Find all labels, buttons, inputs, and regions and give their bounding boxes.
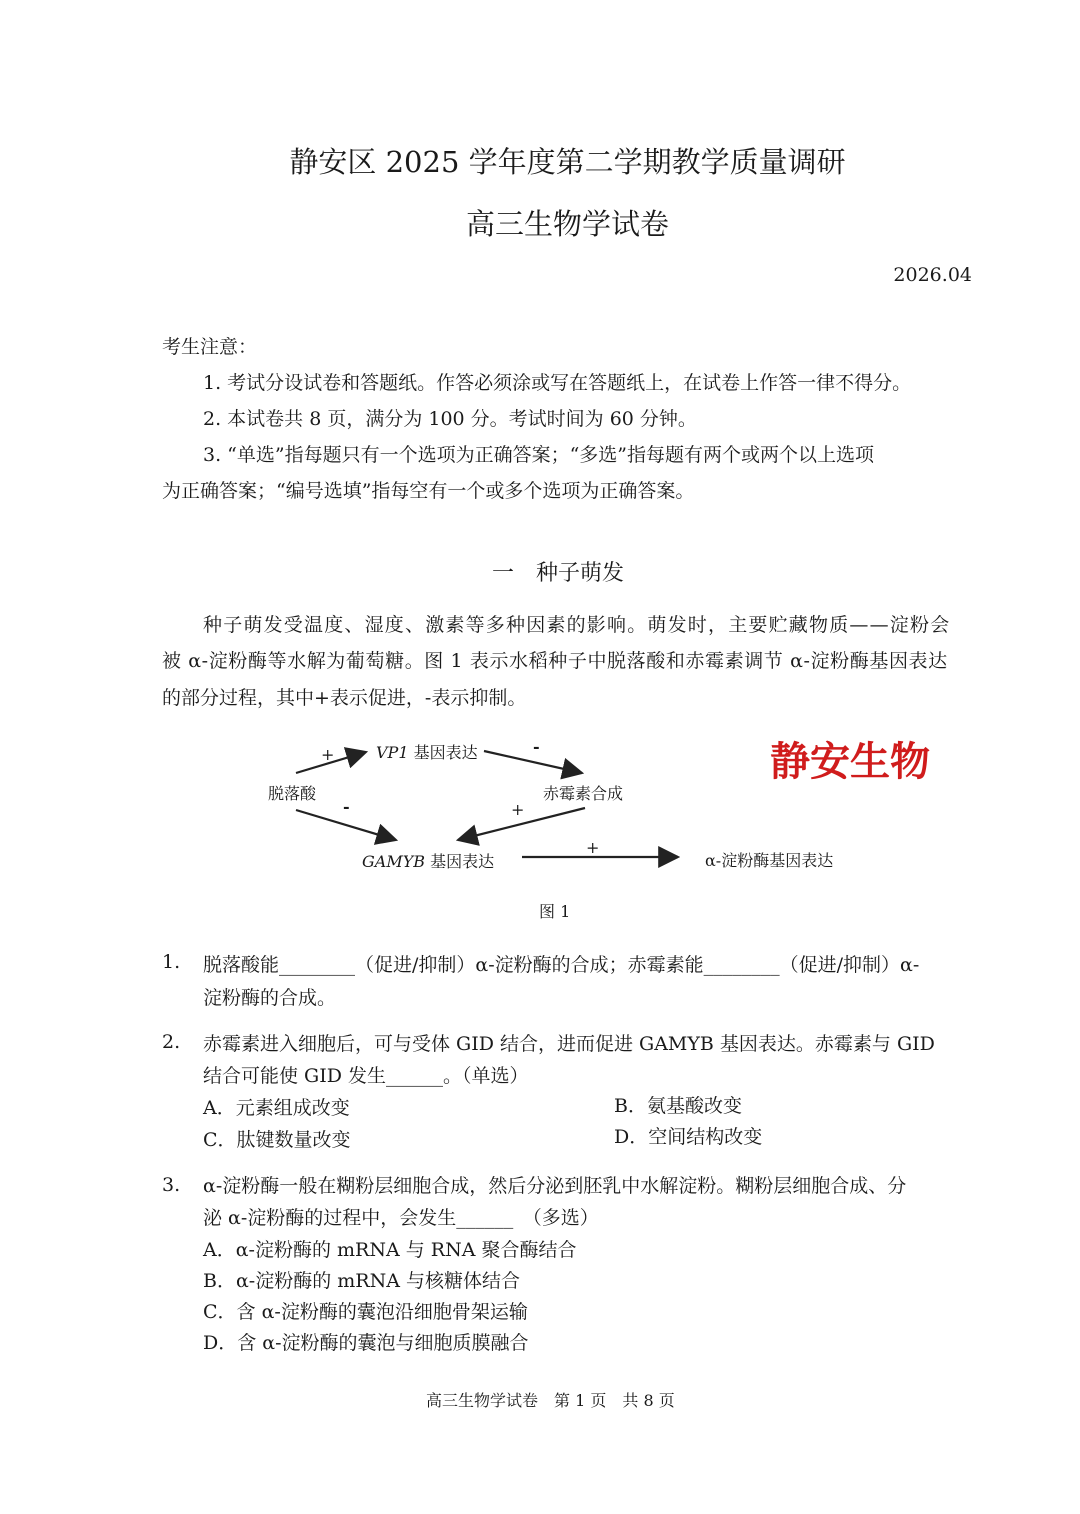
watermark: 静安生物: [770, 739, 930, 785]
intro-line: 被 α-淀粉酶等水解为葡萄糖。图 1 表示水稻种子中脱落酸和赤霉素调节 α-淀粉酶基因表达: [162, 650, 948, 672]
option: C．含 α-淀粉酶的囊泡沿细胞骨架运输: [203, 1301, 528, 1323]
sign-aba-vp1: +: [321, 745, 335, 764]
sign-aba-gamyb: -: [343, 797, 350, 816]
option: A．元素组成改变: [203, 1097, 350, 1119]
notice-item: 3. “单选”指每题只有一个选项为正确答案；“多选”指每题有两个或两个以上选项: [203, 444, 875, 466]
exam-title: 静安区 2025 学年度第二学期教学质量调研: [289, 145, 846, 179]
option: C．肽键数量改变: [203, 1129, 351, 1151]
notice-item: 2. 本试卷共 8 页，满分为 100 分。考试时间为 60 分钟。: [203, 408, 697, 430]
option: B．α-淀粉酶的 mRNA 与核糖体结合: [203, 1270, 520, 1292]
question-number: 1.: [162, 951, 181, 973]
sign-gamyb-amy: +: [586, 838, 600, 857]
intro-line: 的部分过程，其中+表示促进，-表示抑制。: [162, 687, 527, 709]
question-line: 泌 α-淀粉酶的过程中，会发生______ （多选）: [203, 1207, 599, 1229]
sign-ga-gamyb: +: [511, 800, 525, 819]
notice-item: 为正确答案；“编号选填”指每空有一个或多个选项为正确答案。: [162, 480, 695, 502]
notice-item: 1. 考试分设试卷和答题纸。作答必须涂或写在答题纸上，在试卷上作答一律不得分。: [203, 372, 912, 394]
node-vp1: VP1 基因表达: [376, 743, 478, 762]
exam-subtitle: 高三生物学试卷: [465, 207, 669, 241]
option: D．含 α-淀粉酶的囊泡与细胞质膜融合: [203, 1332, 529, 1354]
node-amylase: α-淀粉酶基因表达: [705, 851, 834, 870]
node-aba: 脱落酸: [268, 784, 317, 803]
option: A．α-淀粉酶的 mRNA 与 RNA 聚合酶结合: [203, 1239, 577, 1261]
question-line: 淀粉酶的合成。: [203, 987, 337, 1009]
sign-vp1-ga: -: [533, 737, 540, 756]
option: B．氨基酸改变: [614, 1095, 742, 1117]
intro-line: 种子萌发受温度、湿度、激素等多种因素的影响。萌发时，主要贮藏物质——淀粉会: [203, 614, 951, 636]
figure-caption: 图 1: [539, 902, 571, 921]
question-line: 结合可能使 GID 发生______。（单选）: [203, 1065, 529, 1087]
notice-heading: 考生注意：: [162, 336, 258, 358]
question-line: α-淀粉酶一般在糊粉层细胞合成，然后分泌到胚乳中水解淀粉。糊粉层细胞合成、分: [203, 1175, 907, 1197]
question-line: 赤霉素进入细胞后，可与受体 GID 结合，进而促进 GAMYB 基因表达。赤霉素与 GID: [203, 1033, 935, 1055]
exam-date: 2026.04: [893, 264, 972, 286]
section-title: 一 种子萌发: [492, 561, 625, 586]
question-line: 脱落酸能________（促进/抑制）α-淀粉酶的合成；赤霉素能________（促进/抑制）α-: [203, 954, 920, 976]
page-footer: 高三生物学试卷 第 1 页 共 8 页: [426, 1391, 675, 1410]
question-number: 2.: [162, 1031, 181, 1053]
question-number: 3.: [162, 1174, 181, 1196]
node-ga: 赤霉素合成: [543, 784, 624, 803]
option: D．空间结构改变: [614, 1126, 763, 1148]
node-gamyb: GAMYB 基因表达: [362, 852, 495, 871]
